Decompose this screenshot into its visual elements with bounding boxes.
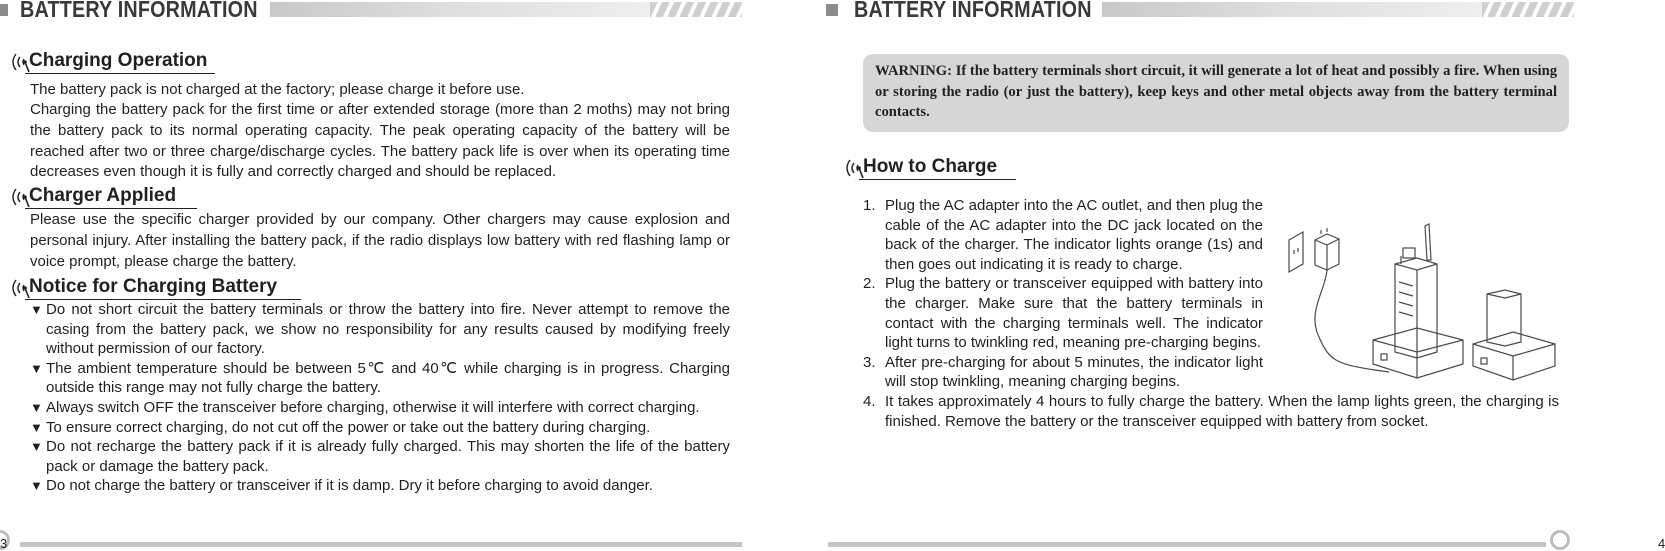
footer-bar bbox=[20, 542, 742, 547]
section-title: Charger Applied bbox=[29, 185, 177, 206]
section-charging-operation bbox=[7, 50, 227, 76]
list-item: ▼ To ensure correct charging, do not cut off the power or take out the battery during charging. bbox=[30, 418, 651, 436]
header-title: BATTERY INFORMATION bbox=[20, 0, 258, 22]
list-item: ▼ Do not charge the battery or transceiver if it is damp. Dry it before charging to avoid danger. bbox=[30, 477, 653, 495]
paragraph: Charging the battery pack for the first time or after extended storage (more than 2 moths) may not bring the battery pack to its normal operating capacity. The peak operating capacity of the battery will be reached after two or three charge/discharge cycles. The battery pack life is over when its operating time decreases even though it is fully and correctly charged and should be replaced. bbox=[30, 101, 730, 181]
section-underline bbox=[859, 179, 1016, 180]
triangle-bullet-icon: ▼ bbox=[30, 439, 43, 455]
list-item: 1. Plug the AC adapter into the AC outlet, and then plug the cable of the AC adapter into the DC jack located on the back of the charger. The indicator lights orange (1s) and then goes out indicating it is ready to charge. bbox=[863, 197, 1263, 273]
list-item: ▼ The ambient temperature should be between 5℃ and 40℃ while charging is in progress. Charging outside this range may not fully charge the battery. bbox=[30, 359, 730, 397]
header-stripes bbox=[1482, 2, 1574, 17]
list-item: 2. Plug the battery or transceiver equipped with battery into the charger. Make sure that the battery terminals in contact with the charging terminals well. The indicator light turns to twinkling red, meaning pre-charging begins. bbox=[863, 275, 1263, 352]
header-stripes bbox=[650, 2, 742, 17]
triangle-bullet-icon: ▼ bbox=[30, 302, 43, 317]
paragraph: The battery pack is not charged at the factory; please charge it before use. bbox=[30, 81, 525, 98]
page-number: 4 bbox=[1658, 536, 1665, 551]
header-bar bbox=[1102, 2, 1492, 17]
section-underline bbox=[25, 73, 215, 74]
charger-illustration bbox=[1277, 212, 1577, 397]
header-square-icon bbox=[826, 4, 838, 16]
page-header bbox=[854, 0, 1664, 24]
triangle-bullet-icon: ▼ bbox=[30, 399, 43, 415]
section-title: How to Charge bbox=[863, 156, 998, 177]
page-footer bbox=[870, 538, 1664, 550]
page-footer bbox=[0, 538, 800, 550]
page-number: 3 bbox=[0, 536, 8, 551]
section-underline bbox=[25, 208, 197, 209]
right-page bbox=[854, 0, 1665, 551]
section-notice bbox=[7, 276, 307, 302]
triangle-bullet-icon: ▼ bbox=[30, 419, 43, 435]
header-title: BATTERY INFORMATION bbox=[854, 0, 1092, 22]
list-item: ▼ Do not recharge the battery pack if it is already fully charged. This may shorten the life of the battery pack or damage the battery pack. bbox=[30, 438, 730, 475]
paragraph: Please use the specific charger provided by our company. Other chargers may cause explosion and personal injury. After installing the battery pack, if the radio displays low battery with red flashing lamp or voice prompt, please charge the battery. bbox=[30, 211, 730, 270]
list-item: ▼ Do not short circuit the battery terminals or throw the battery into fire. Never attempt to remove the casing from the battery pack, we show no responsibility for any results caused by modifying freely without permission of our factory. bbox=[30, 301, 730, 358]
header-bar bbox=[270, 2, 660, 17]
list-item: 3. After pre-charging for about 5 minutes, the indicator light will stop twinkling, meaning charging begins. bbox=[863, 353, 1263, 391]
section-title: Charging Operation bbox=[29, 50, 208, 71]
list-item: ▼ Always switch OFF the transceiver before charging, otherwise it will interfere with correct charging. bbox=[30, 398, 700, 416]
warning-box bbox=[863, 54, 1569, 132]
footer-bar bbox=[828, 542, 1546, 547]
footer-arc-icon bbox=[1550, 530, 1570, 550]
section-title: Notice for Charging Battery bbox=[29, 276, 278, 297]
section-charger-applied bbox=[7, 185, 207, 211]
warning-text: WARNING: If the battery terminals short circuit, it will generate a lot of heat and possibly a fire. When using or storing the radio (or just the battery), keep keys and other metal objects away from the battery terminal contacts. bbox=[875, 63, 1557, 120]
notice-list bbox=[30, 300, 730, 496]
page-header bbox=[0, 0, 800, 24]
left-page bbox=[0, 0, 800, 550]
header-square-icon bbox=[0, 4, 8, 16]
list-item: 4. It takes approximately 4 hours to fully charge the battery. When the lamp lights green, the charging is finished. Remove the battery or the transceiver equipped with battery from socket. bbox=[863, 392, 1559, 430]
section-how-to-charge bbox=[841, 156, 1041, 182]
triangle-bullet-icon: ▼ bbox=[30, 478, 43, 494]
triangle-bullet-icon: ▼ bbox=[30, 360, 43, 376]
